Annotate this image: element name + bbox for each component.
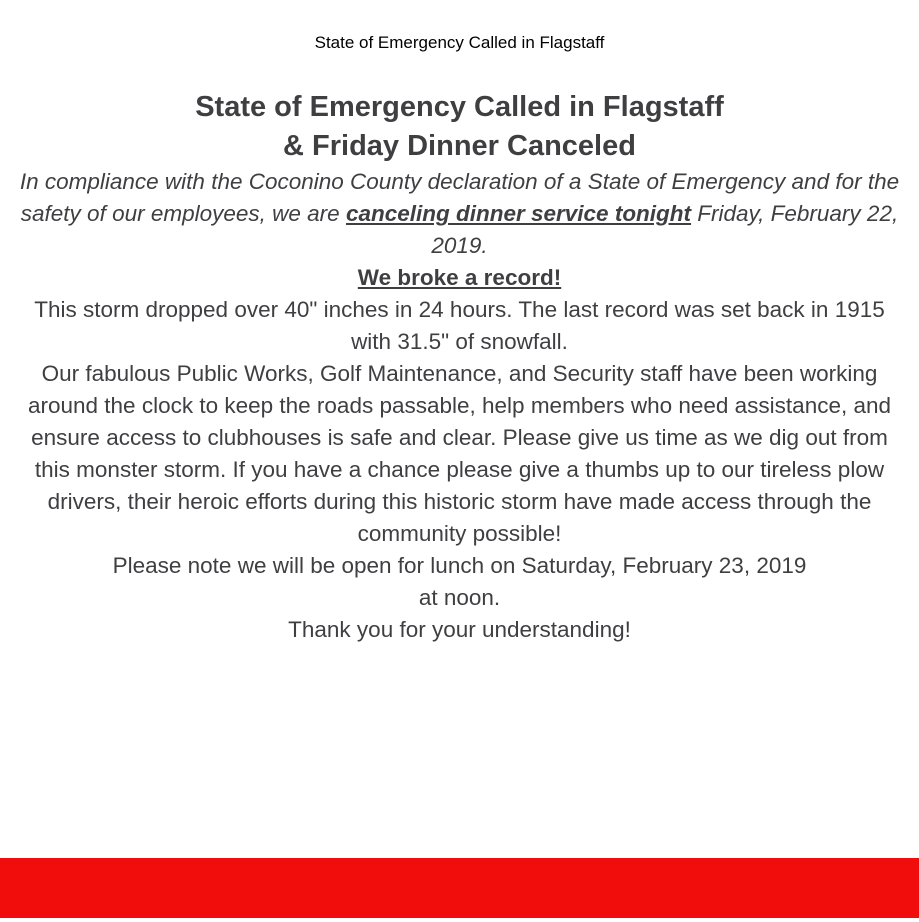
compliance-text-after: Friday, February 22, 2019. — [431, 201, 899, 258]
title-line-2: & Friday Dinner Canceled — [283, 130, 636, 162]
compliance-paragraph — [15, 166, 904, 262]
compliance-text-before: In compliance with the Coconino County declaration of a State of Emergency and for the safety of our employees, we are — [19, 169, 900, 226]
title-line-1: State of Emergency Called in Flagstaff — [195, 91, 724, 123]
footer-red-bar — [0, 858, 919, 918]
compliance-emphasis: canceling dinner service tonight — [345, 201, 692, 226]
preheader-text: State of Emergency Called in Flagstaff — [314, 33, 605, 52]
record-heading: We broke a record! — [357, 265, 562, 290]
closing-noon-line: at noon. — [418, 585, 501, 610]
closing-thanks-line: Thank you for your understanding! — [288, 617, 631, 642]
page-title — [15, 88, 904, 166]
record-paragraph — [15, 262, 904, 358]
record-body: This storm dropped over 40" inches in 24 hours. The last record was set back in 1915 with 31.5" of snowfall. — [34, 297, 885, 354]
closing-paragraph — [15, 550, 904, 646]
closing-lunch-line: Please note we will be open for lunch on Saturday, February 23, 2019 — [112, 553, 807, 578]
staff-paragraph: Our fabulous Public Works, Golf Maintenance, and Security staff have been working around the clock to keep the roads passable, help members who need assistance, and ensure access to clubhouses is safe and clear. Please give us time as we dig out from this monster storm. If you have a chance please give a thumbs up to our tireless plow drivers, their heroic efforts during this historic storm have made access through the community possible! — [27, 361, 892, 546]
